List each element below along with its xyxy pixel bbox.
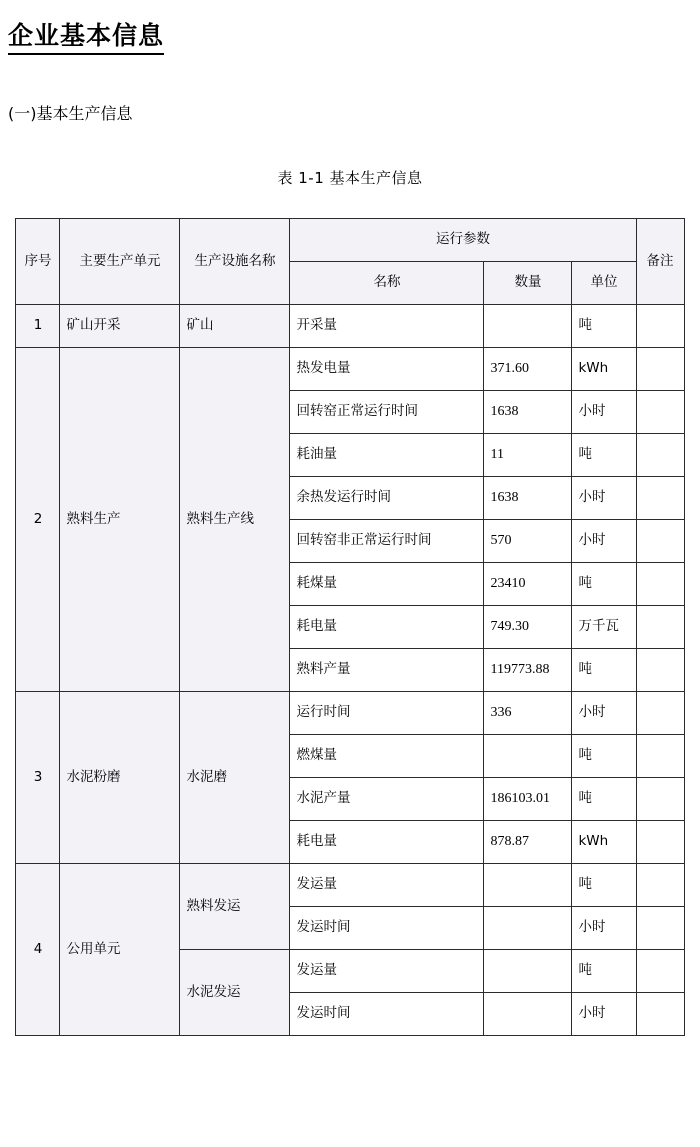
row-param-unit: 小时 [572, 992, 636, 1035]
row-param-name: 发运量 [290, 949, 484, 992]
row-param-qty [484, 734, 572, 777]
header-index: 序号 [16, 218, 60, 304]
table-row [16, 347, 684, 390]
row-param-unit: 吨 [572, 863, 636, 906]
table-row [16, 863, 684, 906]
row-param-name: 热发电量 [290, 347, 484, 390]
row-remark [636, 863, 684, 906]
row-index: 3 [16, 691, 60, 863]
row-facility: 熟料发运 [180, 863, 290, 949]
row-facility: 水泥发运 [180, 949, 290, 1035]
row-remark [636, 390, 684, 433]
row-param-unit: 吨 [572, 433, 636, 476]
table-header-row-1 [16, 218, 684, 261]
table-body [16, 304, 684, 1035]
row-param-name: 耗电量 [290, 820, 484, 863]
row-param-qty: 23410 [484, 562, 572, 605]
row-param-unit: 万千瓦 [572, 605, 636, 648]
row-param-qty: 878.87 [484, 820, 572, 863]
row-param-name: 发运时间 [290, 992, 484, 1035]
row-param-unit: 小时 [572, 906, 636, 949]
table-row [16, 304, 684, 347]
row-param-qty: 749.30 [484, 605, 572, 648]
row-remark [636, 347, 684, 390]
row-param-name: 耗煤量 [290, 562, 484, 605]
row-param-qty [484, 992, 572, 1035]
row-main-unit: 公用单元 [60, 863, 180, 1035]
row-index: 4 [16, 863, 60, 1035]
page-title: 企业基本信息 [8, 10, 164, 55]
row-remark [636, 648, 684, 691]
row-param-name: 发运时间 [290, 906, 484, 949]
row-param-name: 余热发运行时间 [290, 476, 484, 519]
row-param-unit: 吨 [572, 304, 636, 347]
row-remark [636, 605, 684, 648]
row-param-qty: 371.60 [484, 347, 572, 390]
header-operating-params: 运行参数 [290, 218, 636, 261]
row-param-name: 耗油量 [290, 433, 484, 476]
row-main-unit: 水泥粉磨 [60, 691, 180, 863]
row-facility: 矿山 [180, 304, 290, 347]
row-param-qty: 336 [484, 691, 572, 734]
row-param-name: 开采量 [290, 304, 484, 347]
row-remark [636, 734, 684, 777]
row-param-qty [484, 863, 572, 906]
table-row [16, 691, 684, 734]
header-facility: 生产设施名称 [180, 218, 290, 304]
row-param-qty: 570 [484, 519, 572, 562]
row-remark [636, 820, 684, 863]
row-param-qty: 186103.01 [484, 777, 572, 820]
row-main-unit: 矿山开采 [60, 304, 180, 347]
row-param-name: 回转窑非正常运行时间 [290, 519, 484, 562]
row-param-unit: kWh [572, 820, 636, 863]
row-param-unit: 吨 [572, 648, 636, 691]
row-param-qty: 119773.88 [484, 648, 572, 691]
row-param-unit: 吨 [572, 949, 636, 992]
row-param-unit: kWh [572, 347, 636, 390]
title-wrapper [0, 0, 700, 55]
header-main-unit: 主要生产单元 [60, 218, 180, 304]
row-param-name: 熟料产量 [290, 648, 484, 691]
row-index: 2 [16, 347, 60, 691]
header-remark: 备注 [636, 218, 684, 304]
row-param-qty: 11 [484, 433, 572, 476]
row-remark [636, 304, 684, 347]
row-remark [636, 949, 684, 992]
header-param-name: 名称 [290, 261, 484, 304]
row-param-qty [484, 304, 572, 347]
row-param-name: 水泥产量 [290, 777, 484, 820]
row-remark [636, 777, 684, 820]
row-param-unit: 小时 [572, 691, 636, 734]
row-param-qty: 1638 [484, 476, 572, 519]
row-facility: 熟料生产线 [180, 347, 290, 691]
row-remark [636, 519, 684, 562]
row-param-qty: 1638 [484, 390, 572, 433]
row-remark [636, 433, 684, 476]
row-main-unit: 熟料生产 [60, 347, 180, 691]
table-head [16, 218, 684, 304]
row-param-unit: 小时 [572, 519, 636, 562]
row-param-qty [484, 906, 572, 949]
row-param-unit: 小时 [572, 390, 636, 433]
row-param-unit: 吨 [572, 562, 636, 605]
row-remark [636, 992, 684, 1035]
row-remark [636, 691, 684, 734]
basic-production-info-table [15, 218, 684, 1036]
header-param-unit: 单位 [572, 261, 636, 304]
row-facility: 水泥磨 [180, 691, 290, 863]
row-remark [636, 562, 684, 605]
row-param-name: 回转窑正常运行时间 [290, 390, 484, 433]
section-heading: (一)基本生产信息 [8, 103, 133, 123]
row-param-name: 发运量 [290, 863, 484, 906]
row-remark [636, 906, 684, 949]
row-param-name: 运行时间 [290, 691, 484, 734]
table-caption: 表 1-1 基本生产信息 [277, 168, 423, 187]
row-param-unit: 小时 [572, 476, 636, 519]
row-param-name: 耗电量 [290, 605, 484, 648]
row-param-qty [484, 949, 572, 992]
row-index: 1 [16, 304, 60, 347]
header-param-qty: 数量 [484, 261, 572, 304]
row-param-name: 燃煤量 [290, 734, 484, 777]
row-param-unit: 吨 [572, 777, 636, 820]
row-remark [636, 476, 684, 519]
row-param-unit: 吨 [572, 734, 636, 777]
